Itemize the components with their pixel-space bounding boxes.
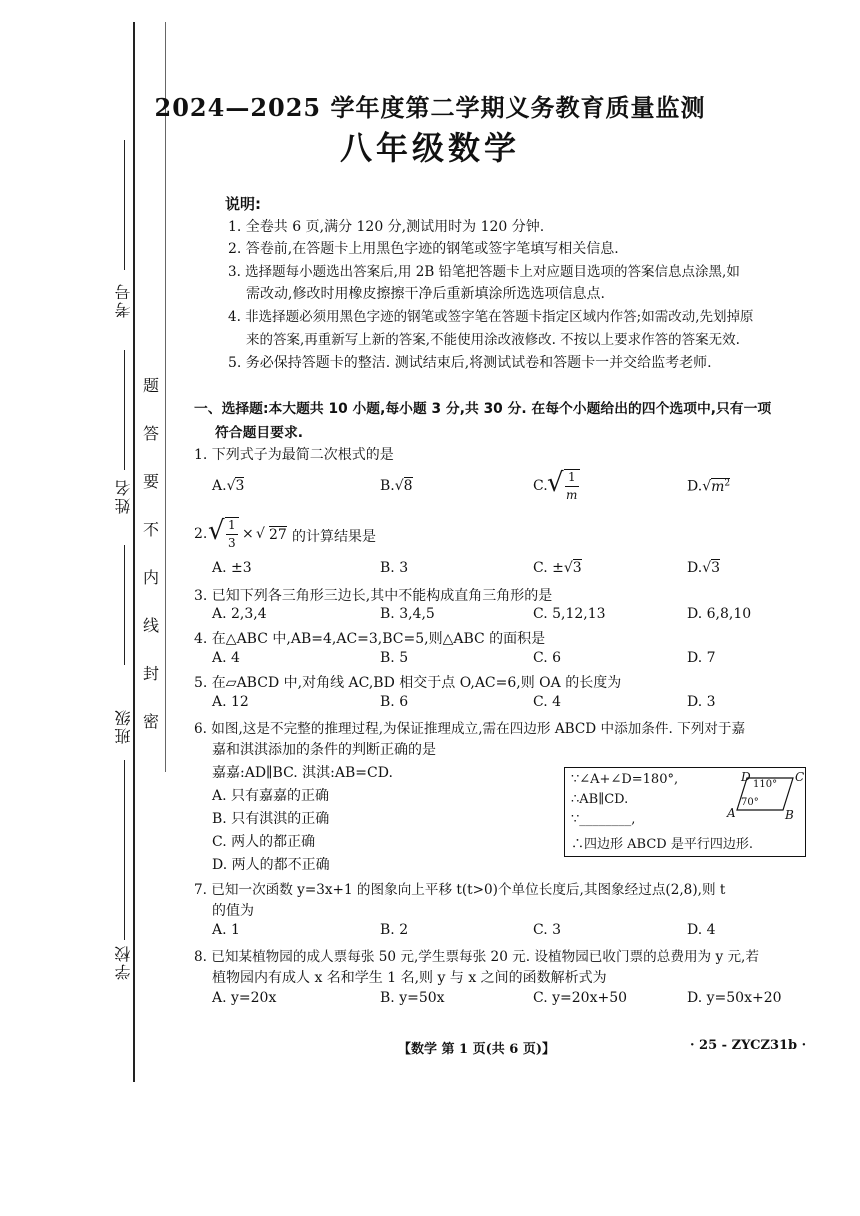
option-text: C. ± <box>533 560 564 576</box>
class-label: 班级 <box>114 708 133 744</box>
instruction-item: 2. 答卷前,在答题卡上用黑色字迹的钢笔或签字笔填写相关信息. <box>228 241 619 257</box>
sqrt-sign: √ <box>256 526 265 542</box>
option-letter: D. <box>687 560 703 576</box>
q8-option-a[interactable]: A. y=20x <box>212 990 277 1006</box>
question-6-conditions: 嘉嘉:AD∥BC. 淇淇:AB=CD. <box>212 765 393 781</box>
q5-option-d[interactable]: D. 3 <box>687 694 716 710</box>
q5-option-c[interactable]: C. 4 <box>533 694 562 710</box>
angle-a-label: 70° <box>741 797 759 808</box>
option-letter: A. <box>212 478 227 494</box>
sqrt-sign: √ <box>702 478 712 495</box>
exam-title: 2024—2025 学年度第二学期义务教育质量监测 <box>154 93 706 122</box>
subject-title: 八年级数学 <box>339 129 520 167</box>
question-8-stem: 8. 已知某植物园的成人票每张 50 元,学生票每张 20 元. 设植物园已收门票的总费用为 y 元,若 <box>194 949 759 965</box>
school-field[interactable] <box>124 760 125 940</box>
radicand: 8 <box>403 478 413 494</box>
sqrt-sign: √ <box>226 478 236 494</box>
q3-option-a[interactable]: A. 2,3,4 <box>212 606 267 622</box>
q6-option-d[interactable]: D. 两人的都不正确 <box>212 857 330 873</box>
seal-char: 密 <box>143 712 160 731</box>
seal-char: 不 <box>143 520 160 539</box>
sqrt-sign: √ <box>208 516 225 546</box>
q7-option-a[interactable]: A. 1 <box>212 922 240 938</box>
q5-option-b[interactable]: B. 6 <box>380 694 409 710</box>
q8-option-b[interactable]: B. y=50x <box>380 990 445 1006</box>
sqrt-sign: √ <box>563 560 573 576</box>
q2-option-b[interactable]: B. 3 <box>380 560 409 576</box>
fraction-bar <box>226 534 238 535</box>
exponent: 2 <box>724 478 731 488</box>
name-label: 姓名 <box>114 478 133 514</box>
instruction-item: 5. 务必保持答题卡的整洁. 测试结束后,将测试试卷和答题卡一并交给监考老师. <box>228 355 712 371</box>
q4-option-d[interactable]: D. 7 <box>687 650 716 666</box>
instruction-item: 需改动,修改时用橡皮擦擦干净后重新填涂所选选项信息点. <box>246 286 605 302</box>
vertex-label-a: A <box>727 806 736 820</box>
question-number: 2. <box>194 526 208 542</box>
numerator: 1 <box>228 518 236 532</box>
fraction <box>225 517 239 554</box>
q1-option-a[interactable] <box>212 478 244 494</box>
q3-option-c[interactable]: C. 5,12,13 <box>533 606 606 622</box>
sqrt-sign: √ <box>702 560 712 576</box>
question-2-stem <box>194 514 454 554</box>
exam-code: · 25 - ZYCZ31b · <box>690 1038 807 1053</box>
option-letter: B. <box>380 478 395 494</box>
question-3-stem: 3. 已知下列各三角形三边长,其中不能构成直角三角形的是 <box>194 588 553 604</box>
q5-option-a[interactable]: A. 12 <box>212 694 249 710</box>
school-label: 学校 <box>114 944 133 980</box>
seal-char: 内 <box>143 568 160 587</box>
q7-option-d[interactable]: D. 4 <box>687 922 716 938</box>
instruction-item: 3. 选择题每小题选出答案后,用 2B 铅笔把答题卡上对应题目选项的答案信息点涂黑,如 <box>228 264 740 280</box>
question-7-stem: 7. 已知一次函数 y=3x+1 的图象向上平移 t(t>0)个单位长度后,其图象经过点(2,8),则 t <box>194 882 726 898</box>
radicand: 27 <box>269 527 287 543</box>
option-letter: D. <box>687 478 703 495</box>
angle-d-label: 110° <box>753 779 778 790</box>
question-2-tail: 的计算结果是 <box>292 529 376 545</box>
fraction <box>564 469 580 506</box>
question-4-stem: 4. 在△ABC 中,AB=4,AC=3,BC=5,则△ABC 的面积是 <box>194 631 546 647</box>
q2-option-a[interactable]: A. ±3 <box>212 560 252 576</box>
seal-char: 答 <box>143 424 160 443</box>
reasoning-line: ∵∠A+∠D=180°, <box>571 772 679 787</box>
q8-option-d[interactable]: D. y=50x+20 <box>687 990 782 1006</box>
question-6-stem-cont: 嘉和淇淇添加的条件的判断正确的是 <box>212 742 436 758</box>
question-6-stem: 6. 如图,这是不完整的推理过程,为保证推理成立,需在四边形 ABCD 中添加条件. 下列对于嘉 <box>194 721 746 737</box>
numerator: 1 <box>568 470 576 484</box>
reasoning-box <box>564 767 806 857</box>
seal-char: 封 <box>143 664 160 683</box>
class-field[interactable] <box>124 545 125 665</box>
question-5-stem: 5. 在▱ABCD 中,对角线 AC,BD 相交于点 O,AC=6,则 OA 的长度为 <box>194 675 622 691</box>
section-heading-cont: 符合题目要求. <box>215 425 304 441</box>
radicand <box>711 478 730 495</box>
seal-char: 线 <box>143 616 160 635</box>
q7-option-c[interactable]: C. 3 <box>533 922 562 938</box>
fraction-bar <box>565 486 579 487</box>
radicand: 3 <box>711 560 721 576</box>
exam-no-label: 考号 <box>114 282 133 318</box>
reasoning-line: ∴四边形 ABCD 是平行四边形. <box>571 837 753 852</box>
q7-option-b[interactable]: B. 2 <box>380 922 409 938</box>
sqrt-sign: √ <box>394 478 404 494</box>
instruction-item: 来的答案,再重新写上新的答案,不能使用涂改液修改. 不按以上要求作答的答案无效. <box>246 332 740 348</box>
page-footer: 【数学 第 1 页(共 6 页)】 <box>398 1042 556 1057</box>
section-heading: 一、选择题:本大题共 10 小题,每小题 3 分,共 30 分. 在每个小题给出的四个选项中,只有一项 <box>194 401 772 417</box>
q4-option-c[interactable]: C. 6 <box>533 650 562 666</box>
vertex-label-c: C <box>795 770 805 784</box>
instruction-item: 4. 非选择题必须用黑色字迹的钢笔或签字笔在答题卡指定区域内作答;如需改动,先划掉原 <box>228 309 754 325</box>
q4-option-b[interactable]: B. 5 <box>380 650 409 666</box>
reasoning-line: ∴AB∥CD. <box>571 792 629 807</box>
q2-option-d[interactable] <box>687 560 720 576</box>
q8-option-c[interactable]: C. y=20x+50 <box>533 990 628 1006</box>
q3-option-b[interactable]: B. 3,4,5 <box>380 606 435 622</box>
name-field[interactable] <box>124 350 125 470</box>
q6-option-a[interactable]: A. 只有嘉嘉的正确 <box>212 788 330 804</box>
seal-char: 题 <box>143 376 160 395</box>
sqrt-sign: √ <box>547 468 564 498</box>
radicand-base: m <box>711 478 725 495</box>
reasoning-line: ∵________, <box>571 812 636 827</box>
binding-border-line <box>133 22 135 1082</box>
vertex-label-b: B <box>785 808 794 822</box>
q1-option-b[interactable] <box>380 478 413 494</box>
q3-option-d[interactable]: D. 6,8,10 <box>687 606 752 622</box>
instruction-item: 1. 全卷共 6 页,满分 120 分,测试用时为 120 分钟. <box>228 219 545 235</box>
seal-char: 要 <box>143 472 160 491</box>
radicand: 3 <box>572 560 582 576</box>
question-1-stem: 1. 下列式子为最简二次根式的是 <box>194 447 394 463</box>
q1-option-d[interactable] <box>687 478 730 495</box>
denominator: m <box>566 488 578 502</box>
times-sign: × <box>242 526 254 542</box>
radicand: 3 <box>235 478 245 494</box>
q4-option-a[interactable]: A. 4 <box>212 650 240 666</box>
denominator: 3 <box>228 536 236 550</box>
q6-option-b[interactable]: B. 只有淇淇的正确 <box>212 811 330 827</box>
q2-option-c[interactable] <box>533 560 582 576</box>
vertex-label-d: D <box>741 770 751 784</box>
option-letter: C. <box>533 478 548 494</box>
instructions-heading: 说明: <box>225 195 261 213</box>
question-7-stem-cont: 的值为 <box>212 903 254 919</box>
q6-option-c[interactable]: C. 两人的都正确 <box>212 834 316 850</box>
question-8-stem-cont: 植物园内有成人 x 名和学生 1 名,则 y 与 x 之间的函数解析式为 <box>212 970 607 986</box>
